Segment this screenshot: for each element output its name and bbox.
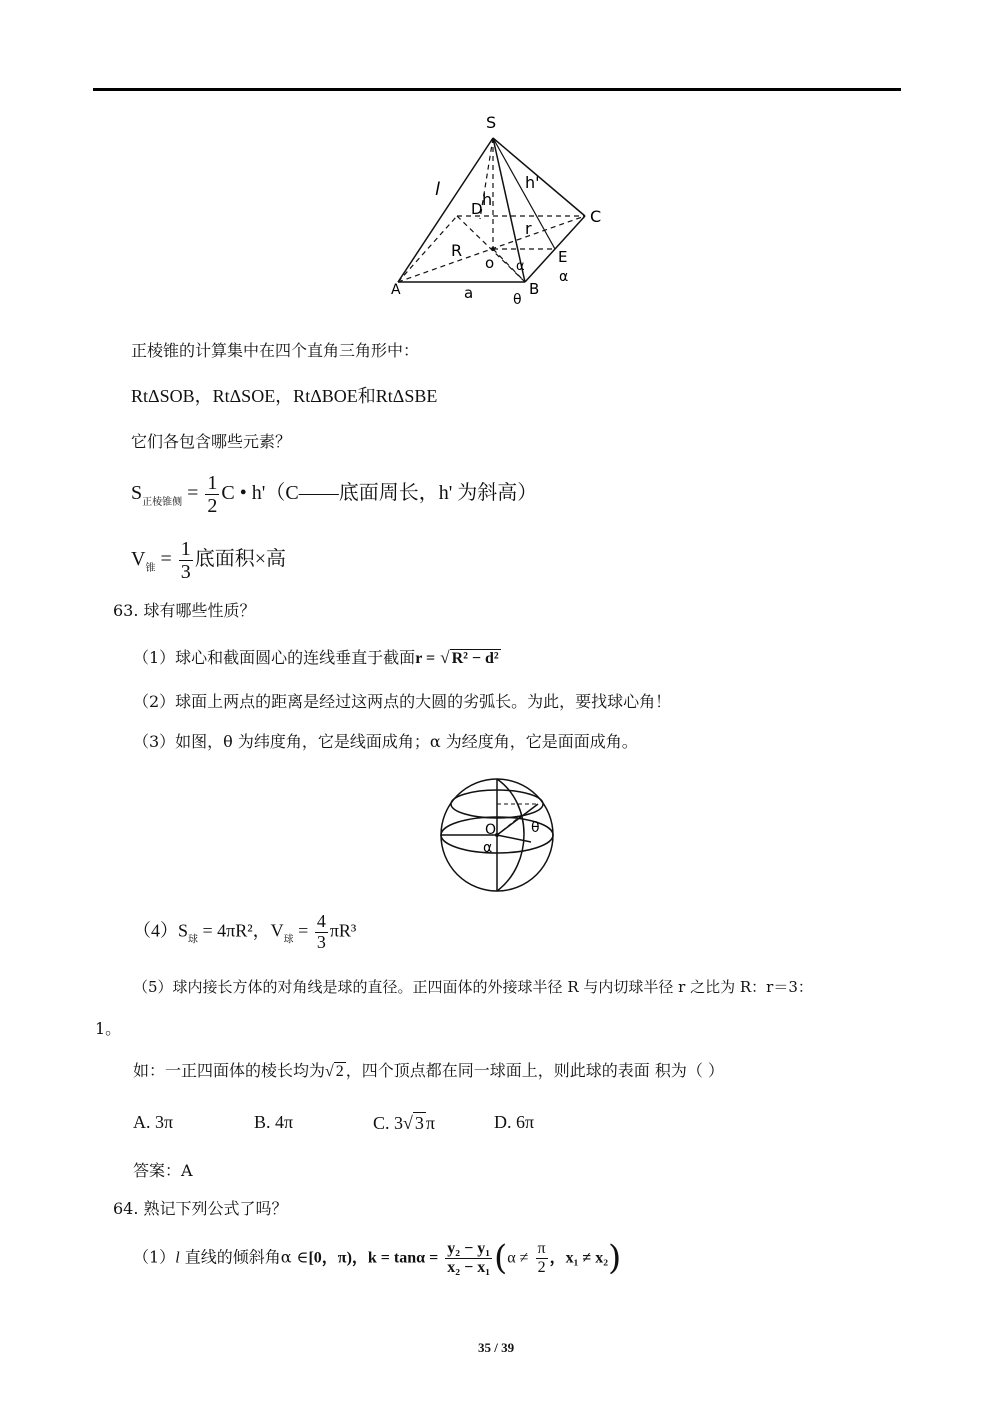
- q64-p1: （1）l 直线的倾斜角α ∈[0，π)，k = tanα = $\frac{\text{y₂ − y₁}}{\text{x₂ − x₁}}$ (α ≠ $\frac{\pi}{2}$ ，x₁ ≠ x₂): [133, 1238, 622, 1278]
- option-c-radicand: 3: [414, 1113, 424, 1133]
- q63-p4-den: 3: [316, 931, 326, 952]
- q63-p4-sub1: 球: [188, 934, 199, 946]
- q63-example-radicand: 2: [335, 1063, 344, 1080]
- label-S: S: [486, 113, 497, 132]
- q64-p1-l: l: [175, 1249, 180, 1267]
- sphere-label-O: O: [485, 822, 497, 838]
- q64-cond-b: ，x₁ ≠ x₂: [549, 1249, 609, 1267]
- q64-heading: 64. 熟记下列公式了吗？: [113, 1199, 288, 1218]
- option-b: B. 4π: [254, 1112, 294, 1132]
- label-R: R: [451, 241, 463, 260]
- q64-cond-num: π: [537, 1239, 546, 1257]
- q63-p5-line2: 1。: [95, 1019, 122, 1038]
- s-sub: 正棱锥侧: [142, 497, 183, 509]
- q64-p1-interval: [0，π): [308, 1249, 352, 1267]
- pyramid-figure: [385, 110, 615, 310]
- option-c-suffix: π: [425, 1113, 435, 1133]
- v-rhs: 底面积×高: [194, 548, 287, 571]
- volume-formula: [131, 538, 286, 583]
- pyramid-intro: 正棱锥的计算集中在四个直角三角形中：: [131, 341, 420, 360]
- q63-example: 如：一正四面体的棱长均为√ 2 ，四个顶点都在同一球面上，则此球的表面 积为（ ）: [133, 1061, 724, 1080]
- q63-p1: （1）球心和截面圆心的连线垂直于截面r = √ R² − d²: [133, 648, 499, 667]
- q63-p4-num: 4: [316, 911, 326, 931]
- label-D: D: [471, 200, 483, 218]
- label-B: B: [529, 280, 540, 298]
- q63-p5-line1: （5）球内接长方体的对角线是球的直径。正四面体的外接球半径 R 与内切球半径 r 之比为 R：r＝3：: [133, 978, 813, 996]
- pyramid-triangles: RtΔSOB，RtΔSOE，RtΔBOE和RtΔSBE: [131, 386, 438, 406]
- option-c-prefix: C. 3: [373, 1113, 404, 1133]
- s-eq: =: [187, 482, 199, 505]
- q64-p1-prefix: （1）: [133, 1247, 176, 1267]
- s-den: 2: [207, 495, 218, 517]
- s-rhs: C • h'（C——底面周长，h' 为斜高）: [221, 482, 538, 505]
- option-c: C. 3√ 3 π: [373, 1113, 435, 1133]
- v-fraction: [179, 538, 193, 583]
- sphere-label-alpha: α: [483, 840, 493, 856]
- label-alpha: α: [559, 269, 569, 285]
- label-A: A: [391, 282, 401, 298]
- label-h-prime: h': [525, 173, 540, 192]
- s-fraction: [205, 472, 219, 517]
- q63-example-prefix: 如：一正四面体的棱长均为: [133, 1061, 326, 1080]
- page-number: 35 / 39: [478, 1340, 515, 1355]
- q63-p4-fraction: [315, 912, 328, 953]
- sphere-figure: [438, 774, 558, 896]
- v-den: 3: [180, 561, 191, 583]
- q63-p1-radicand: R² − d²: [451, 650, 499, 667]
- q63-p2: （2）球面上两点的距离是经过这两点的大圆的劣弧长。为此，要找球心角！: [133, 692, 672, 711]
- label-r: r: [525, 219, 532, 238]
- q64-p1-text: 直线的倾斜角α ∈: [179, 1247, 309, 1267]
- q63-p4-mid2: =: [298, 920, 309, 941]
- q63-answer: 答案：A: [133, 1161, 193, 1180]
- v-eq: =: [160, 548, 172, 571]
- label-a: a: [464, 284, 474, 302]
- q64-p1-k: ，k = tanα =: [351, 1249, 439, 1267]
- q63-p3: （3）如图，θ 为纬度角，它是线面成角；α 为经度角，它是面面成角。: [133, 732, 638, 751]
- q63-heading: 63. 球有哪些性质？: [113, 601, 256, 620]
- sphere-label-theta: θ: [531, 820, 540, 836]
- label-h: h: [482, 190, 493, 209]
- q64-cond-den: 2: [537, 1258, 546, 1276]
- q63-p4: [133, 912, 356, 953]
- q64-slope-den: x₂ − x₁: [447, 1258, 491, 1276]
- q63-p1-text: （1）球心和截面圆心的连线垂直于截面: [133, 648, 416, 667]
- q64-slope-fraction: [445, 1240, 492, 1276]
- pyramid-question: 它们各包含哪些元素？: [131, 432, 292, 451]
- v-sub: 锥: [145, 563, 156, 575]
- q63-p4-sub2: 球: [283, 934, 294, 946]
- v-num: 1: [180, 538, 191, 560]
- q64-cond-a: α ≠: [507, 1249, 529, 1267]
- label-O: o: [485, 254, 495, 272]
- option-d: D. 6π: [494, 1112, 535, 1132]
- q63-p4-end: πR³: [329, 920, 357, 941]
- header-rule: [93, 88, 901, 91]
- label-small-alpha: α: [516, 259, 525, 274]
- lateral-area-formula: [131, 472, 537, 517]
- q64-cond-fraction: [536, 1240, 548, 1276]
- label-C: C: [590, 207, 602, 226]
- s-num: 1: [207, 472, 218, 494]
- q63-p1-formula-left: r =: [415, 650, 436, 667]
- q63-p4-mid1: = 4πR²，V: [202, 920, 284, 941]
- label-l: l: [435, 179, 441, 200]
- v-lhs: V: [131, 548, 146, 571]
- option-a: A. 3π: [133, 1112, 174, 1132]
- q64-slope-num: y₂ − y₁: [447, 1239, 491, 1257]
- s-lhs: S: [131, 482, 143, 505]
- label-E: E: [558, 248, 568, 266]
- q63-p4-prefix: （4）S: [133, 920, 189, 941]
- label-theta: θ: [513, 292, 522, 308]
- q63-example-suffix: ，四个顶点都在同一球面上，则此球的表面 积为（ ）: [345, 1061, 724, 1080]
